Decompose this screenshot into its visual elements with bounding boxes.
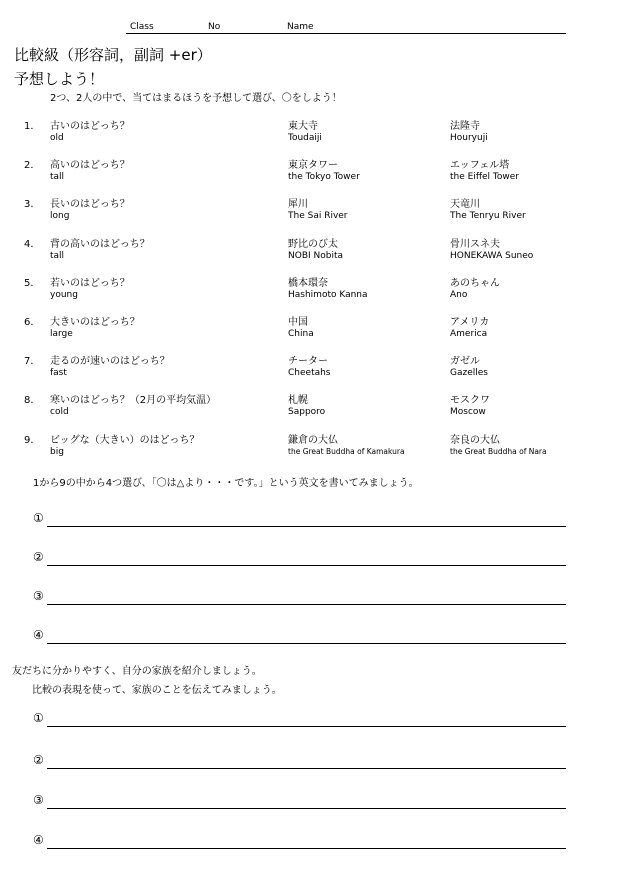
option-a-english: the Tokyo Tower [288, 172, 360, 182]
line-number-marker: ④ [33, 833, 44, 847]
writing-line[interactable] [47, 565, 566, 566]
line-number-marker: ② [33, 550, 44, 564]
option-b-japanese: エッフェル塔 [450, 160, 510, 171]
question-number: 6． [24, 317, 41, 328]
section2-line-2[interactable] [33, 753, 566, 769]
question-number: 9． [24, 435, 41, 446]
option-b-english: The Tenryu River [450, 211, 526, 221]
option-b-japanese: 骨川スネ夫 [450, 239, 500, 250]
line-number-marker: ① [33, 511, 44, 525]
question-number: 7． [24, 356, 41, 367]
question-english: large [50, 329, 73, 339]
class-label: Class [130, 22, 154, 32]
name-label: Name [287, 22, 314, 32]
writing-line[interactable] [47, 768, 566, 769]
section1-line-3[interactable] [33, 589, 566, 605]
question-number: 1． [24, 121, 41, 132]
option-b-japanese: モスクワ [450, 395, 490, 406]
section1-line-4[interactable] [33, 628, 566, 644]
option-a-japanese: 野比のび太 [288, 239, 338, 250]
worksheet-title: 比較級（形容詞，副詞 +er） [14, 46, 212, 64]
question-english: tall [50, 172, 65, 182]
question-number: 4． [24, 239, 41, 250]
option-a-english: China [288, 329, 314, 339]
section1-line-2[interactable] [33, 550, 566, 566]
question-text: 長いのはどっち？ [50, 199, 130, 210]
section2-title: 友だちに分かりやすく、自分の家族を紹介しましょう。 [12, 666, 262, 677]
option-a-english: Hashimoto Kanna [288, 290, 368, 300]
question-english: old [50, 133, 64, 143]
option-b-english: Ano [450, 290, 468, 300]
question-english: young [50, 290, 78, 300]
writing-line[interactable] [47, 643, 566, 644]
question-text: 寒いのはどっち？（2月の平均気温） [50, 395, 217, 406]
writing-line[interactable] [47, 808, 566, 809]
option-a-japanese: チーター [288, 356, 328, 367]
question-number: 5． [24, 278, 41, 289]
option-a-japanese: 中国 [288, 317, 308, 328]
line-number-marker: ② [33, 753, 44, 767]
option-a-english: NOBI Nobita [288, 251, 344, 261]
option-b-english: HONEKAWA Suneo [450, 251, 534, 261]
section2-line-3[interactable] [33, 793, 566, 809]
question-english: fast [50, 368, 67, 378]
option-a-english: The Sai River [288, 211, 348, 221]
worksheet-subtitle: 予想しよう！ [14, 70, 105, 88]
question-english: long [50, 211, 70, 221]
instruction-text: 2つ、2人の中で、当てはまるほうを予想して選び、〇をしよう！ [50, 93, 342, 104]
option-b-japanese: ガゼル [450, 356, 480, 367]
option-b-english: the Great Buddha of Nara [450, 447, 547, 456]
option-a-japanese: 犀川 [288, 199, 308, 210]
option-b-english: America [450, 329, 488, 339]
question-number: 3． [24, 199, 41, 210]
question-text: 若いのはどっち？ [50, 278, 130, 289]
option-b-english: the Eiffel Tower [450, 172, 519, 182]
header-underline [126, 33, 566, 34]
question-number: 2． [24, 160, 41, 171]
option-b-japanese: 天竜川 [450, 199, 480, 210]
option-a-english: Cheetahs [288, 368, 331, 378]
option-b-japanese: 奈良の大仏 [450, 435, 500, 446]
section2-instruction: 比較の表現を使って、家族のことを伝えてみましょう。 [32, 685, 282, 696]
writing-line[interactable] [47, 848, 566, 849]
question-text: 高いのはどっち？ [50, 160, 130, 171]
option-b-english: Gazelles [450, 368, 488, 378]
option-a-english: the Great Buddha of Kamakura [288, 447, 405, 456]
writing-line[interactable] [47, 726, 566, 727]
option-a-japanese: 東京タワー [288, 160, 338, 171]
option-a-english: Sapporo [288, 407, 326, 417]
option-a-japanese: 橋本環奈 [288, 278, 328, 289]
writing-line[interactable] [47, 604, 566, 605]
line-number-marker: ③ [33, 589, 44, 603]
question-number: 8． [24, 395, 41, 406]
option-a-english: Toudaiji [288, 133, 322, 143]
section1-instruction: 1から9の中から4つ選び、「〇は△より・・・です。」という英文を書いてみましょう。 [33, 478, 419, 489]
option-b-japanese: 法隆寺 [450, 121, 480, 132]
section2-line-1[interactable] [33, 711, 566, 727]
option-b-japanese: あのちゃん [450, 278, 500, 289]
option-b-japanese: アメリカ [450, 317, 490, 328]
writing-line[interactable] [47, 526, 566, 527]
question-text: ビッグな（大きい）のはどっち？ [50, 435, 200, 446]
section1-line-1[interactable] [33, 511, 566, 527]
option-a-japanese: 鎌倉の大仏 [288, 435, 338, 446]
option-a-japanese: 札幌 [288, 395, 308, 406]
line-number-marker: ① [33, 711, 44, 725]
number-label: No [208, 22, 221, 32]
question-text: 大きいのはどっち？ [50, 317, 140, 328]
option-a-japanese: 東大寺 [288, 121, 318, 132]
question-text: 走るのが速いのはどっち？ [50, 356, 170, 367]
option-b-english: Moscow [450, 407, 486, 417]
section2-line-4[interactable] [33, 833, 566, 849]
question-text: 古いのはどっち？ [50, 121, 130, 132]
question-english: tall [50, 251, 65, 261]
question-english: big [50, 447, 64, 457]
option-b-english: Houryuji [450, 133, 488, 143]
line-number-marker: ④ [33, 628, 44, 642]
line-number-marker: ③ [33, 793, 44, 807]
question-text: 背の高いのはどっち？ [50, 239, 150, 250]
question-english: cold [50, 407, 69, 417]
